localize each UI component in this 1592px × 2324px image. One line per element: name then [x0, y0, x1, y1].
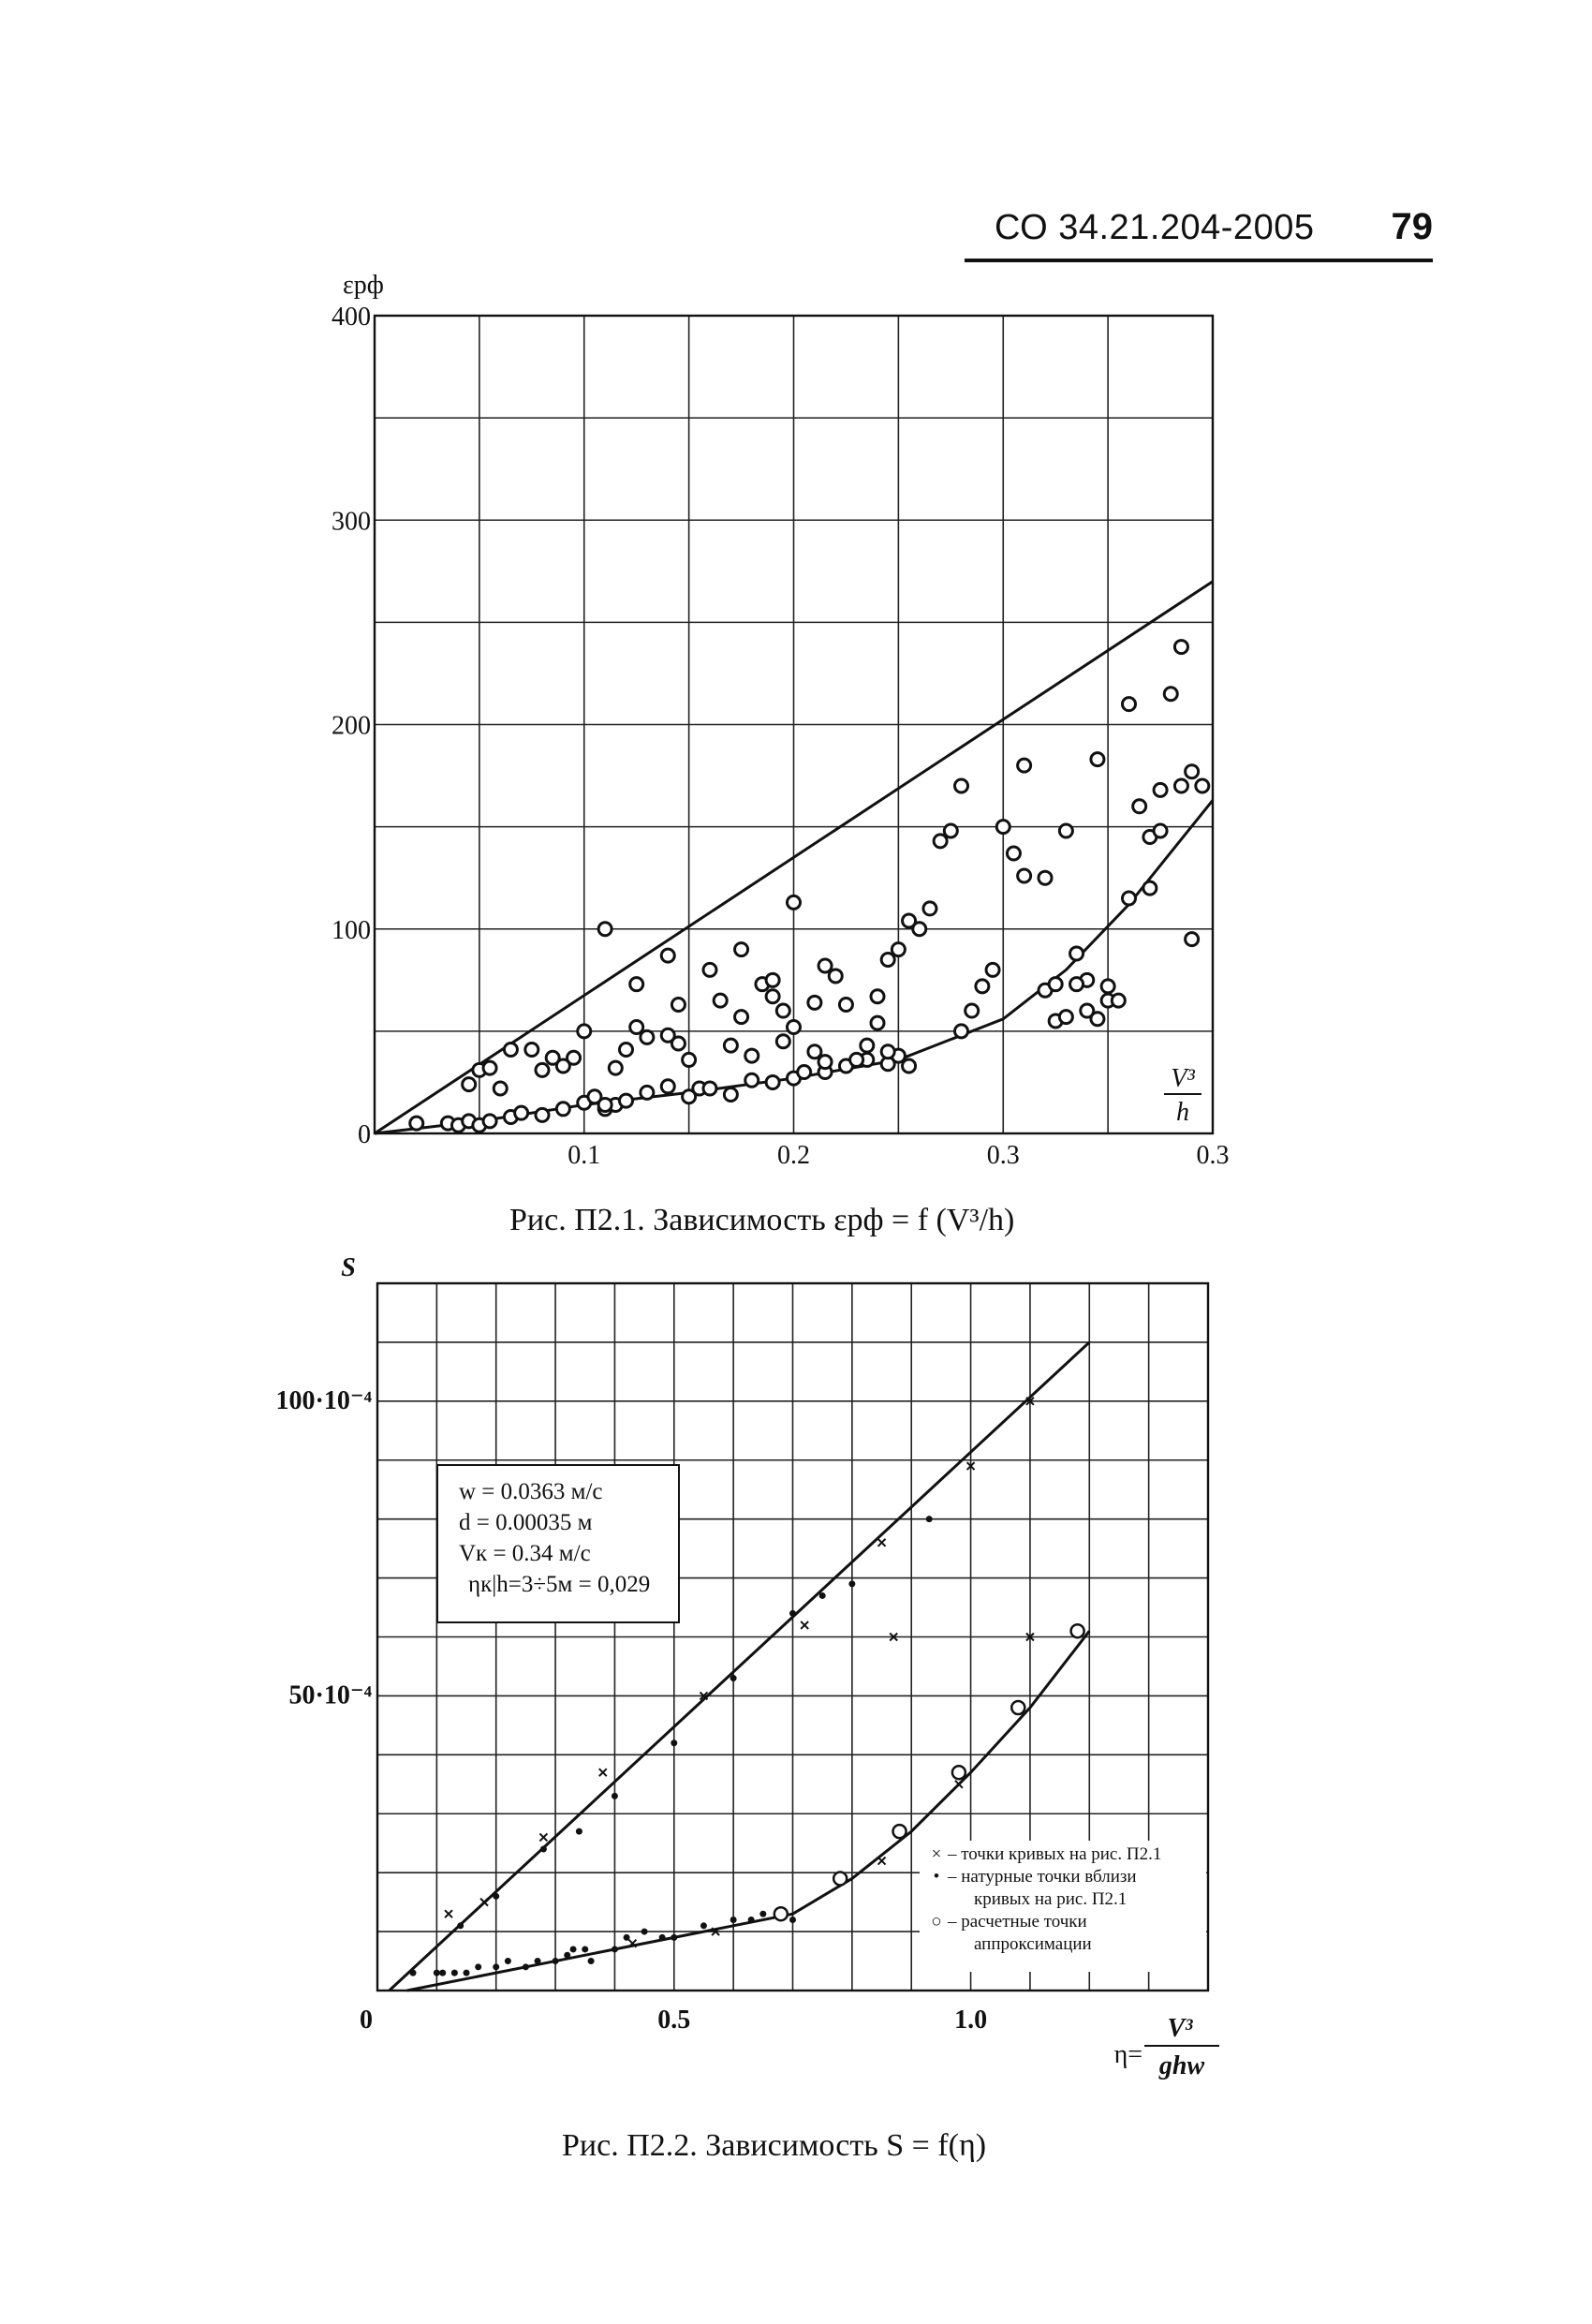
- x-axis-label-numerator: V³: [1171, 1064, 1195, 1093]
- cross-point: [480, 1899, 488, 1906]
- x-tick-label: 0.3: [986, 1141, 1020, 1170]
- dot-point: [410, 1970, 417, 1976]
- dot-point: [564, 1952, 570, 1959]
- y-tick-label: 100: [332, 915, 371, 945]
- parameter-note-line: d = 0.00035 м: [459, 1510, 593, 1535]
- dot-point: [475, 1963, 481, 1970]
- y-axis-label: S: [341, 1253, 356, 1282]
- dot-point: [641, 1929, 648, 1935]
- y-tick-label: 200: [332, 711, 371, 741]
- dot-point: [926, 1516, 933, 1522]
- cross-point: [878, 1539, 886, 1547]
- dot-point: [659, 1934, 666, 1941]
- x-tick-label: 0.2: [777, 1141, 810, 1170]
- dot-point: [540, 1846, 547, 1853]
- legend-marker: ○: [931, 1912, 942, 1932]
- y-tick-label: 300: [332, 507, 371, 537]
- circle-point: [833, 1872, 847, 1885]
- circle-point: [952, 1766, 966, 1779]
- x-axis-label-prefix: η=: [1113, 2040, 1142, 2069]
- dot-point: [434, 1970, 440, 1976]
- dot-point: [464, 1970, 470, 1976]
- circle-point: [1011, 1701, 1024, 1714]
- x-tick-label: 0.3: [1196, 1141, 1230, 1170]
- x-tick-label: 1.0: [954, 2006, 988, 2035]
- dot-point: [759, 1911, 766, 1917]
- legend-label: аппроксимации: [974, 1934, 1092, 1954]
- figure-caption-1: Рис. П2.1. Зависимость εрф = f (V³/h): [509, 1203, 1015, 1237]
- x-tick-label: 0: [360, 2006, 373, 2035]
- document-code: СО 34.21.204-2005: [995, 208, 1315, 247]
- y-axis-label: εрф: [343, 271, 384, 300]
- dot-point: [671, 1739, 677, 1746]
- dot-point: [671, 1934, 677, 1941]
- cross-point: [445, 1910, 452, 1917]
- legend-label: – натурные точки вблизи: [948, 1867, 1137, 1887]
- dot-point: [612, 1793, 618, 1799]
- parameter-note-line: Vк = 0.34 м/с: [459, 1541, 591, 1566]
- dot-point: [439, 1970, 446, 1976]
- y-tick-label: 0: [358, 1120, 371, 1149]
- dot-point: [505, 1958, 511, 1964]
- dot-point: [789, 1917, 796, 1923]
- cross-point: [801, 1621, 808, 1629]
- cross-point: [539, 1833, 547, 1841]
- x-tick-label: 0.5: [657, 2006, 691, 2035]
- circle-point: [1071, 1624, 1084, 1637]
- dot-point: [576, 1828, 582, 1835]
- dot-point: [582, 1946, 588, 1952]
- cross-point: [955, 1781, 963, 1788]
- parameter-note-line: w = 0.0363 м/с: [459, 1479, 603, 1504]
- dot-point: [848, 1580, 855, 1587]
- dot-point: [789, 1610, 796, 1617]
- y-tick-label: 50·10⁻⁴: [288, 1680, 372, 1710]
- parameter-note-line: ηк|h=3÷5м = 0,029: [468, 1572, 651, 1597]
- circle-point: [893, 1825, 907, 1838]
- dot-point: [493, 1963, 499, 1970]
- page-number: 79: [1391, 206, 1433, 247]
- figure-caption-2: Рис. П2.2. Зависимость S = f(η): [562, 2128, 987, 2163]
- legend-label: – расчетные точки: [948, 1912, 1087, 1932]
- x-axis-label-denominator: ghw: [1158, 2051, 1205, 2080]
- cross-point: [599, 1769, 607, 1776]
- dot-point: [535, 1958, 541, 1964]
- dot-point: [570, 1946, 577, 1952]
- dot-point: [612, 1946, 618, 1952]
- dot-point: [588, 1958, 595, 1964]
- legend-marker: •: [933, 1867, 940, 1887]
- y-tick-label: 100·10⁻⁴: [275, 1385, 372, 1415]
- dot-point: [493, 1893, 499, 1900]
- x-axis-label-numerator: V³: [1167, 2014, 1193, 2043]
- legend-label: – точки кривых на рис. П2.1: [948, 1844, 1162, 1864]
- x-axis-label-denominator: h: [1176, 1098, 1189, 1127]
- circle-point: [774, 1907, 788, 1920]
- cross-point: [878, 1858, 886, 1865]
- dot-point: [730, 1675, 737, 1681]
- dot-point: [457, 1922, 464, 1929]
- dot-point: [624, 1934, 630, 1941]
- dot-point: [730, 1917, 737, 1923]
- dot-point: [553, 1958, 559, 1964]
- dot-point: [523, 1963, 529, 1970]
- dot-point: [451, 1970, 458, 1976]
- dot-point: [819, 1592, 826, 1599]
- legend-label: кривых на рис. П2.1: [974, 1889, 1128, 1909]
- x-tick-label: 0.1: [568, 1141, 601, 1170]
- y-tick-label: 400: [332, 303, 371, 332]
- legend-marker: ×: [931, 1844, 942, 1864]
- dot-point: [700, 1922, 707, 1929]
- dot-point: [748, 1917, 755, 1923]
